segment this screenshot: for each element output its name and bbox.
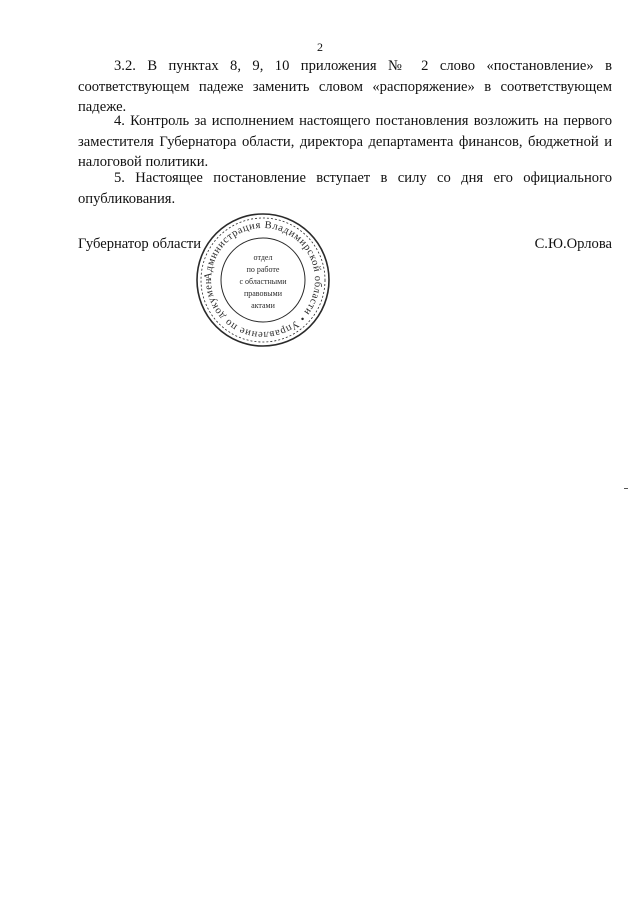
seal-center-line: с областными [239, 277, 287, 286]
scan-edge-mark [624, 488, 628, 489]
signer-title: Губернатор области [78, 236, 202, 252]
signature-block [78, 236, 612, 258]
seal-center-line: по работе [246, 265, 280, 274]
official-seal [195, 212, 331, 348]
seal-graphic [195, 212, 331, 348]
paragraph-4: 4. Контроль за исполнением настоящего постановления возложить на первого заместителя Губернатора области, директора департамента финансов, бюджетной и налоговой политики. [78, 113, 612, 170]
paragraph-3-2: 3.2. В пунктах 8, 9, 10 приложения № 2 слово «постановление» в соответствующем падеже заменить словом «распоряжение» в соответствующем падеже. [78, 58, 612, 115]
paragraph-5: 5. Настоящее постановление вступает в силу со дня его официального опубликования. [78, 170, 612, 207]
seal-center-line: отдел [253, 253, 273, 262]
signer-name: С.Ю.Орлова [534, 236, 612, 252]
seal-ring-text: Администрация Владимирской области • Управление по докумен [202, 219, 324, 341]
page-number: 2 [317, 40, 323, 54]
seal-center-line: актами [251, 301, 275, 310]
seal-center-line: правовыми [243, 289, 283, 298]
